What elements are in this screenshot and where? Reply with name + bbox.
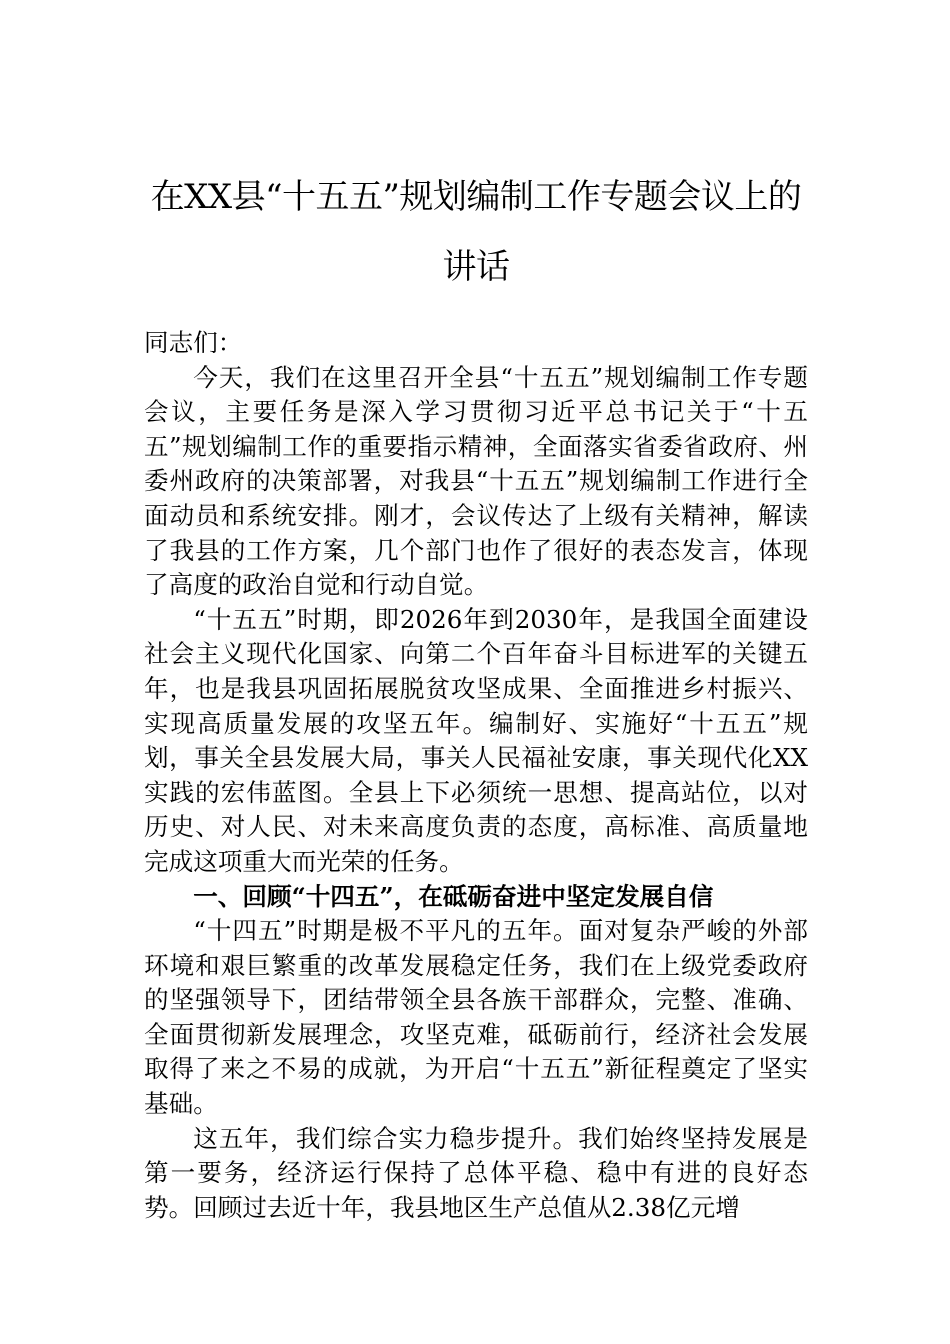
greeting: 同志们： [144,328,243,357]
paragraph-review: “十四五”时期是极不平凡的五年。面对复杂严峻的外部环境和艰巨繁重的改革发展稳定任务，我们在上级党委政府的坚强领导下，团结带领全县各族干部群众，完整、准确、全面贯彻新发展理念，攻坚克难，砥砺前行，经济社会发展取得了来之不易的成就，为开启“十五五”新征程奠定了坚实基础。 [144,916,808,1119]
paragraph-opening: 今天，我们在这里召开全县“十五五”规划编制工作专题会议，主要任务是深入学习贯彻习近平总书记关于“十五五”规划编制工作的重要指示精神，全面落实省委省政府、州委州政府的决策部署，对我县“十五五”规划编制工作进行全面动员和系统安排。刚才，会议传达了上级有关精神，解读了我县的工作方案，几个部门也作了很好的表态发言，体现了高度的政治自觉和行动自觉。 [144,362,808,600]
paragraph-significance: “十五五”时期，即2026年到2030年，是我国全面建设社会主义现代化国家、向第二个百年奋斗目标进军的关键五年，也是我县巩固拓展脱贫攻坚成果、全面推进乡村振兴、实现高质量发展的攻坚五年。编制好、实施好“十五五”规划，事关全县发展大局，事关人民福祉安康，事关现代化XX实践的宏伟蓝图。全县上下必须统一思想、提高站位，以对历史、对人民、对未来高度负责的态度，高标准、高质量地完成这项重大而光荣的任务。 [144,604,808,876]
document-title: 在XX县“十五五”规划编制工作专题会议上的讲话 [150,177,802,287]
document-body [144,326,808,1225]
section-heading: 一、回顾“十四五”，在砥砺奋进中坚定发展自信 [193,881,714,911]
paragraph-achievements: 这五年，我们综合实力稳步提升。我们始终坚持发展是第一要务，经济运行保持了总体平稳、稳中有进的良好态势。回顾过去近十年，我县地区生产总值从2.38亿元增 [144,1123,808,1222]
